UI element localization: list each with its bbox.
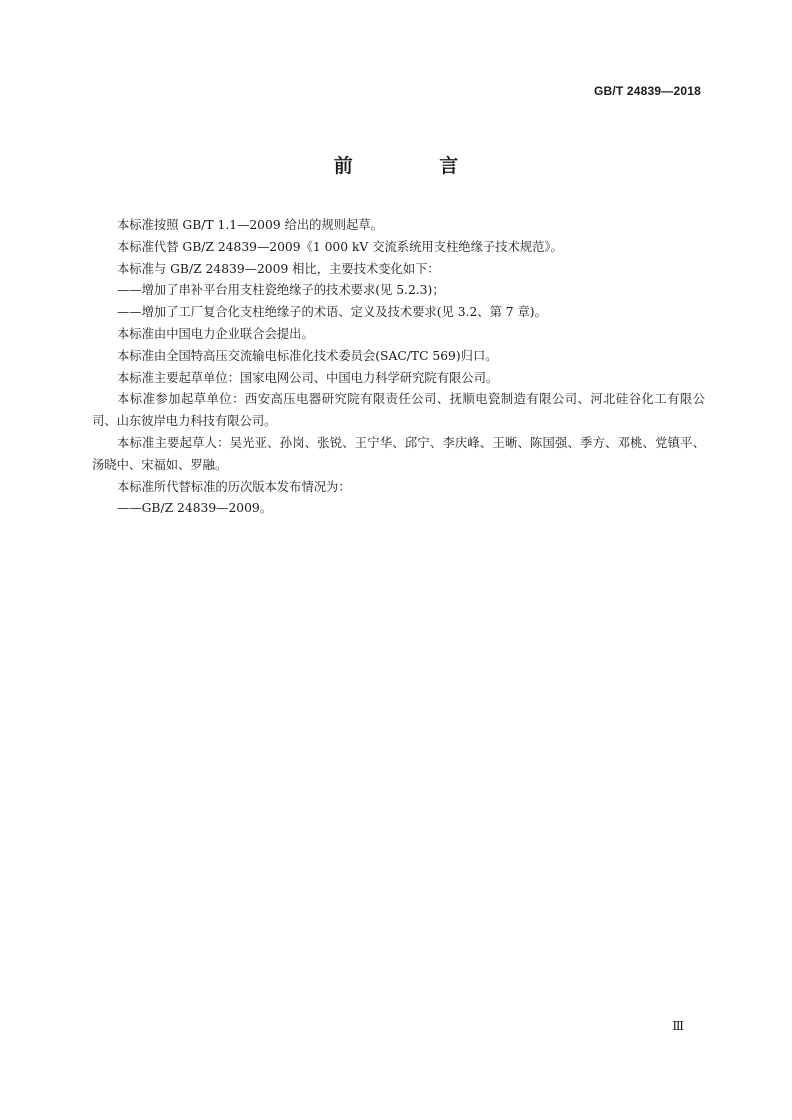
list-item-change-2: ——增加了工厂复合化支柱绝缘子的术语、定义及技术要求(见 3.2、第 7 章)。 xyxy=(117,305,547,320)
list-item-previous-edition: ——GB/Z 24839—2009。 xyxy=(117,501,273,516)
paragraph-drafting-rules: 本标准按照 GB/T 1.1—2009 给出的规则起草。 xyxy=(117,218,383,232)
paragraph-previous-editions: 本标准所代替标准的历次版本发布情况为： xyxy=(117,479,351,494)
paragraph-main-drafting-units: 本标准主要起草单位：国家电网公司、中国电力科学研究院有限公司。 xyxy=(117,370,499,385)
paragraph-proposed-by: 本标准由中国电力企业联合会提出。 xyxy=(117,326,314,341)
paragraph-under-jurisdiction: 本标准由全国特高压交流输电标准化技术委员会(SAC/TC 569)归口。 xyxy=(117,348,498,363)
paragraph-participating-units: 本标准参加起草单位：西安高压电器研究院有限责任公司、抚顺电瓷制造有限公司、河北硅谷化工有限公司、山东彼岸电力科技有限公司。 xyxy=(92,392,705,429)
paragraph-main-drafters: 本标准主要起草人：吴光亚、孙岗、张锐、王宁华、邱宁、李庆峰、王晰、陈国强、季方、邓桃、党镇平、汤晓中、宋福如、罗融。 xyxy=(92,435,705,472)
paragraph-main-changes: 本标准与 GB/Z 24839—2009 相比，主要技术变化如下： xyxy=(117,261,440,276)
page-title: 前 言 xyxy=(333,155,499,177)
paragraph-replaces: 本标准代替 GB/Z 24839—2009《1 000 kV 交流系统用支柱绝缘子技术规范》。 xyxy=(117,239,563,254)
page-number: Ⅲ xyxy=(672,1019,684,1033)
standard-code: GB/T 24839—2018 xyxy=(593,84,701,98)
preface-body xyxy=(92,215,705,520)
list-item-change-1: ——增加了串补平台用支柱瓷绝缘子的技术要求(见 5.2.3)； xyxy=(117,283,445,298)
